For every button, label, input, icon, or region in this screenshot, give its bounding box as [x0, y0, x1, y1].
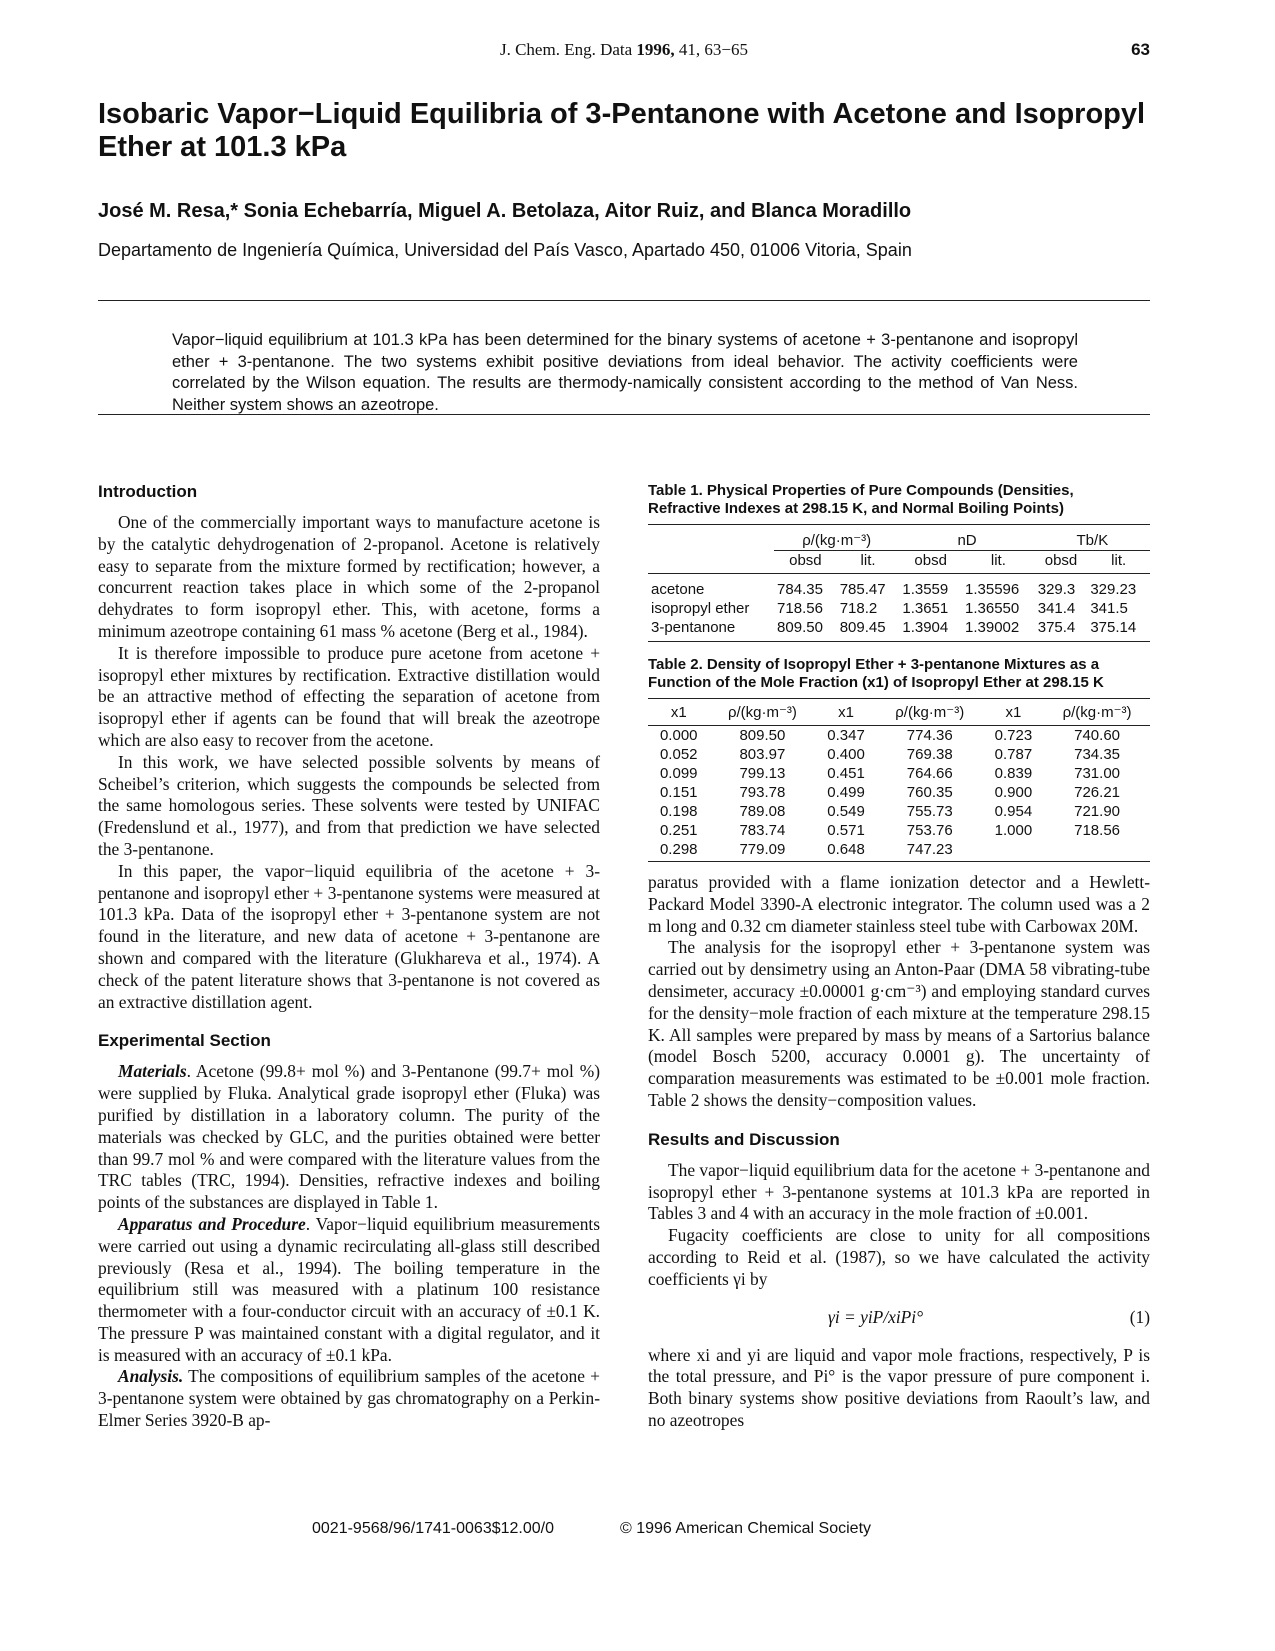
introduction-heading: Introduction — [98, 482, 198, 501]
table-cell: 769.38 — [906, 746, 953, 763]
table-cell: 0.954 — [994, 803, 1033, 820]
table-cell: 0.052 — [659, 746, 698, 763]
table-row — [648, 599, 1150, 618]
table-cell: 753.76 — [906, 822, 953, 839]
table-cell: 0.451 — [827, 765, 865, 782]
table-1-sub-header: obsd — [914, 552, 947, 569]
table-cell: 764.66 — [906, 765, 953, 782]
journal-citation — [98, 40, 1150, 60]
table-cell: 809.50 — [777, 619, 823, 636]
table-cell: 0.347 — [827, 727, 865, 744]
table-cell: 375.14 — [1090, 619, 1137, 636]
page-number: 63 — [1131, 40, 1150, 59]
table-2-header: x1 — [648, 699, 710, 726]
intro-paragraph-4: In this paper, the vapor−liquid equilibria of the acetone + 3-pentanone and isopropyl ether + 3-pentanone systems were measured at 101.3 kPa. Data of the isopropyl ether + 3-pentanone system are not found in the literature, and new data of acetone + 3-pentanone are shown and compared with the literature (Glukhareva et al., 1974). A check of the patent literature shows that 3-pentanone is not covered as an extractive distillation agent. — [98, 860, 600, 1012]
table-2-header: x1 — [815, 699, 877, 726]
table-cell: 760.35 — [906, 784, 953, 801]
table-1-sub-header: lit. — [990, 552, 1006, 569]
table-row — [648, 745, 1150, 764]
table-cell: 0.298 — [659, 841, 698, 858]
apparatus-text: . Vapor−liquid equilibrium measurements were carried out using a dynamic recirculating all-glass still described previously (Resa et al., 1994). The boiling temperature in the equilibrium still was measured with a platinum 100 resistance thermometer with a four-conductor circuit with an accuracy of ±0.1 K. The pressure P was maintained constant with a digital regulator, and it is measured with an accuracy of ±0.1 kPa. — [98, 1213, 600, 1365]
table-2-header-row — [648, 699, 1150, 726]
table-cell: 747.23 — [906, 841, 953, 858]
analysis-run-in: Analysis. — [118, 1366, 184, 1387]
table-cell: 1.3559 — [902, 581, 949, 598]
table-1-sub-header: lit. — [860, 552, 876, 569]
table-cell: 731.00 — [1074, 765, 1121, 782]
table-cell: 0.000 — [659, 727, 698, 744]
table-1-bottom-rule — [648, 637, 1150, 642]
table-cell: 0.839 — [994, 765, 1033, 782]
table-1-caption: Table 1. Physical Properties of Pure Compounds (Densities, Refractive Indexes at 298.15 K, and Normal Boiling Points) — [648, 482, 1074, 517]
table-1-sub-header: obsd — [1044, 552, 1078, 569]
table-cell: 793.78 — [739, 784, 786, 801]
table-2-header: x1 — [983, 699, 1045, 726]
densimetry-paragraph: The analysis for the isopropyl ether + 3-pentanone system was carried out by densimetry using an Anton-Paar (DMA 58 vibrating-tube densimeter, accuracy ±0.00001 g·cm⁻³) and employing standard curves for the density−mole fraction of each mixture at the temperature 298.15 K. All samples were prepared by mass by means of a Sartorius balance (model Bosch 5200, accuracy 0.0001 g). The uncertainty of comparation measurements was estimated to be ±0.001 mole fraction. Table 2 shows the density−composition values. — [648, 937, 1150, 1110]
table-1-sub-header: lit. — [1111, 552, 1127, 569]
intro-paragraph-1: One of the commercially important ways to manufacture acetone is by the catalytic dehydrogenation of 2-propanol. Acetone is relatively easy to separate from the mixture formed by rectification; however, a concurrent reaction takes place in which some of the 2-propanol dehydrates to form isopropyl ether. This, with acetone, forms a minimum azeotrope containing 61 mass % acetone (Berg et al., 1984). — [98, 512, 600, 641]
table-cell: 1.36550 — [965, 600, 1020, 617]
table-row — [648, 840, 1150, 859]
table-cell: 726.21 — [1074, 784, 1121, 801]
table-cell: 785.47 — [839, 581, 886, 598]
table-cell: 803.97 — [739, 746, 786, 763]
article-authors: José M. Resa,* Sonia Echebarría, Miguel A. Betolaza, Aitor Ruiz, and Blanca Moradillo — [98, 200, 912, 222]
results-paragraph-3: where xi and yi are liquid and vapor mole fractions, respectively, P is the total pressure, and Pi° is the vapor pressure of pure component i. Both binary systems show positive deviations from Raoult’s law, and no azeotropes — [648, 1344, 1150, 1430]
table-cell: 0.549 — [827, 803, 865, 820]
table-cell: 718.56 — [1074, 822, 1121, 839]
table-1-group-header: nD — [899, 527, 1034, 551]
table-cell: 341.5 — [1090, 600, 1128, 617]
apparatus-paragraph — [98, 1214, 600, 1367]
table-cell: 0.900 — [994, 784, 1033, 801]
table-row — [648, 783, 1150, 802]
table-cell: 799.13 — [739, 765, 786, 782]
table-cell: 784.35 — [777, 581, 823, 598]
table-cell: 0.571 — [827, 822, 865, 839]
table-row — [648, 821, 1150, 840]
intro-paragraph-3: In this work, we have selected possible solvents by means of Scheibel’s criterion, which suggests the compounds be selected from the same homologous series. These solvents were tested by UNIFAC (Fredenslund et al., 1977), and from that prediction we have selected the 3-pentanone. — [98, 751, 600, 859]
table-row — [648, 618, 1150, 637]
analysis-paragraph — [98, 1366, 600, 1431]
running-head — [98, 40, 1150, 62]
table-cell: 0.198 — [659, 803, 698, 820]
table-cell: 0.400 — [827, 746, 865, 763]
table-cell: 1.3651 — [902, 600, 949, 617]
table-cell: 1.39002 — [965, 619, 1020, 636]
table-cell: 734.35 — [1074, 746, 1121, 763]
journal-name: J. Chem. Eng. Data — [499, 40, 633, 59]
table-1-sub-header: obsd — [789, 552, 822, 569]
abstract-bottom-rule — [98, 414, 1150, 415]
table-cell: 0.723 — [994, 727, 1033, 744]
equation-number: (1) — [1129, 1306, 1150, 1327]
materials-paragraph — [98, 1061, 600, 1214]
journal-year: 1996, — [636, 40, 675, 59]
table-2-header: ρ/(kg·m⁻³) — [710, 699, 816, 726]
left-column — [98, 482, 600, 1432]
table-cell: 809.45 — [839, 619, 886, 636]
results-paragraph-1: The vapor−liquid equilibrium data for the acetone + 3-pentanone and isopropyl ether + 3-pentanone systems at 101.3 kPa are reported in Tables 3 and 4 with an accuracy in the mole fraction of ±0.001. — [648, 1159, 1150, 1224]
article-code: 0021-9568/96/1741-0063$12.00/0 — [312, 1520, 554, 1537]
intro-paragraph-2: It is therefore impossible to produce pure acetone from acetone + isopropyl ether mixtures by rectification. Extractive distillation would be an attractive method of effecting the separation of acetone from isopropyl ether if agents can be found that will break the azeotrope which are also easy to recover from the acetone. — [98, 642, 600, 750]
abstract: Vapor−liquid equilibrium at 101.3 kPa has been determined for the binary systems of acetone + 3-pentanone and isopropyl ether + 3-pentanone. The two systems exhibit positive deviations from ideal behavior. The activity coefficients were correlated by the Wilson equation. The results are thermody-namically consistent according to the method of Van Ness. Neither system shows an azeotrope. — [172, 331, 1078, 414]
materials-run-in: Materials — [118, 1061, 187, 1082]
table-2-header: ρ/(kg·m⁻³) — [877, 699, 983, 726]
table-row — [648, 726, 1150, 746]
table-1-sub-header-row — [648, 551, 1150, 574]
apparatus-run-in: Apparatus and Procedure — [118, 1213, 306, 1234]
equation-1 — [648, 1299, 1150, 1339]
table-cell: 0.099 — [659, 765, 698, 782]
table-cell: 0.499 — [827, 784, 865, 801]
table-cell: 329.23 — [1090, 581, 1137, 598]
table-cell: 789.08 — [739, 803, 786, 820]
table-1 — [648, 524, 1150, 642]
results-paragraph-2: Fugacity coefficients are close to unity for all compositions according to Reid et al. (1987), so we have calculated the activity coefficients γi by — [648, 1225, 1150, 1289]
table-cell: 1.3904 — [902, 619, 949, 636]
table-row — [648, 802, 1150, 821]
table-1-group-header: ρ/(kg·m⁻³) — [774, 527, 899, 551]
table-cell: 1.35596 — [965, 581, 1020, 598]
table-cell: 341.4 — [1037, 600, 1076, 617]
table-cell — [983, 840, 1045, 859]
analysis-text: The compositions of equilibrium samples of the acetone + 3-pentanone system were obtained by gas chromatography on a Perkin-Elmer Series 3920-B ap- — [98, 1366, 600, 1431]
table-cell — [1044, 840, 1150, 859]
table-cell: 0.787 — [994, 746, 1033, 763]
abstract-top-rule — [98, 300, 1150, 301]
copyright-notice: © 1996 American Chemical Society — [620, 1520, 872, 1537]
table-cell: 1.000 — [994, 822, 1033, 839]
table-cell: 375.4 — [1037, 619, 1076, 636]
table-1-group-header-row — [648, 527, 1150, 551]
table-2-header: ρ/(kg·m⁻³) — [1044, 699, 1150, 726]
table-cell: 0.151 — [659, 784, 698, 801]
table-cell: 774.36 — [906, 727, 953, 744]
table-cell: 755.73 — [906, 803, 953, 820]
table-cell: 718.56 — [777, 600, 823, 617]
page-footer — [0, 1520, 1275, 1544]
table-row — [648, 764, 1150, 783]
table-cell: 3-pentanone — [651, 619, 736, 636]
right-column — [648, 482, 1150, 1432]
table-cell: 809.50 — [739, 727, 786, 744]
table-cell: 329.3 — [1037, 581, 1076, 598]
table-1-group-header: Tb/K — [1035, 527, 1150, 551]
experimental-heading: Experimental Section — [98, 1031, 271, 1051]
author-affiliation: Departamento de Ingeniería Química, Universidad del País Vasco, Apartado 450, 01006 Vitoria, Spain — [98, 240, 912, 260]
table-2-caption: Table 2. Density of Isopropyl Ether + 3-pentanone Mixtures as a Function of the Mole Fraction (x1) of Isopropyl Ether at 298.15 K — [648, 656, 1104, 691]
table-row — [648, 580, 1150, 599]
table-cell: 0.251 — [659, 822, 698, 839]
materials-text: . Acetone (99.8+ mol %) and 3-Pentanone (99.7+ mol %) were supplied by Fluka. Analytical grade isopropyl ether (Fluka) was purified by distillation in a laboratory column. The purity of the materials was checked by GLC, and the purities obtained were better than 99.7 mol % and were compared with the literature values from the TRC tables (TRC, 1994). Densities, refractive indexes and boiling points of the substances are displayed in Table 1. — [98, 1061, 600, 1213]
table-cell: 740.60 — [1074, 727, 1121, 744]
table-cell: 0.648 — [827, 841, 865, 858]
table-cell: 718.2 — [839, 600, 878, 617]
equation-text: γi = yiP/xiPi° — [828, 1306, 924, 1327]
results-heading: Results and Discussion — [648, 1129, 840, 1149]
table-cell: 721.90 — [1074, 803, 1121, 820]
table-2 — [648, 698, 1150, 862]
analysis-continued-paragraph: paratus provided with a flame ionization detector and a Hewlett-Packard Model 3390-A electronic integrator. The column used was a 2 m long and 0.32 cm diameter stainless steel tube with Carbowax 20M. — [648, 872, 1150, 936]
table-cell: 779.09 — [739, 841, 786, 858]
table-cell: acetone — [651, 581, 705, 598]
journal-volume-pages: 41, 63−65 — [678, 40, 749, 59]
table-cell: 783.74 — [739, 822, 786, 839]
article-title: Isobaric Vapor−Liquid Equilibria of 3-Pentanone with Acetone and Isopropyl Ether at 101.3 kPa — [98, 98, 1146, 163]
table-cell: isopropyl ether — [651, 600, 750, 617]
